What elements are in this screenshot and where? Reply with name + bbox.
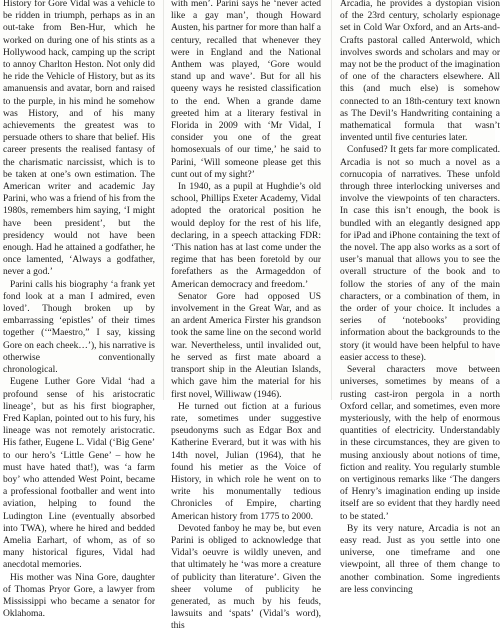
paragraph: By its very nature, Arcadia is not an easy read. Just as you settle into one universe, one timeframe and one viewpoint, all three of them change to another combination. Some ingredients are less convincing <box>340 523 500 595</box>
column-gutter <box>163 0 164 400</box>
paragraph: In 1940, as a pupil at Hughdie’s old school, Phillips Exeter Academy, Vidal adopted the oratorical position he would deploy for the rest of his life, declaring, in a speech attacking FDR: ‘This nation has at last come under the regime that has been foretold by our forefathers as the Armageddon of American democracy and freedom.’ <box>171 182 321 290</box>
text-column-2 <box>171 0 321 633</box>
paragraph: Arcadia, he provides a dystopian vision of the 23rd century, scholarly espionage set in Cold War Oxford, and an Arts-and-Crafts pastoral called Anterwold, which involves swords and scholars and may or may not be the product of the imagination of one of the characters elsewhere. All this (and much else) is somehow connected to an 18th-century text known as The Devil’s Handwriting containing a mathematical formula that wasn’t invented until five centuries later. <box>340 0 500 144</box>
paragraph: Eugene Luther Gore Vidal ‘had a profound sense of his aristocratic lineage’, but as his first biographer, Fred Kaplan, pointed out to his fury, his lineage was not remotely aristocratic. His father, Eugene L. Vidal (‘Big Gene’ to our hero’s ‘Little Gene’ – how he must have hated that!), was ‘a farm boy’ who attended West Point, became a professional footballer and went into aviation, helping to found the Ludington Line (eventually absorbed into TWA), where he hired and bedded Amelia Earhart, of whom, as of so many historical figures, Vidal had anecdotal memories. <box>3 377 155 571</box>
text-column-1 <box>3 0 155 620</box>
paragraph: History for Gore Vidal was a vehicle to be ridden in triumph, perhaps as in an out-take from Ben-Hur, which he worked on during one of his stints as a Hollywood hack, camping up the script to annoy Charlton Heston. Not only did he ride the Vehicle of History, but as its amanuensis and avatar, born and raised to the purple, in his mind he somehow was History, and of his many achievements the greatest was to persuade others to share that belief. His career presents the realised fantasy of the charismatic narcissist, which is to be taken at one’s own estimation. The American writer and academic Jay Parini, who was a friend of his from the 1980s, remembers him saying, ‘I might have been president’, but the presidency would not have been enough. Had he attained a godfather, he once lamented, ‘Always a godfather, never a god.’ <box>3 0 155 278</box>
column-gutter <box>331 0 332 400</box>
paragraph: Confused? It gets far more complicated. Arcadia is not so much a novel as a cornucopia of narratives. These unfold through three interlocking universes and involve the viewpoints of ten characters. In case this isn’t enough, the book is bundled with an elegantly designed app for iPad and iPhone containing the text of the novel. The app also works as a sort of user’s manual that allows you to see the overall structure of the book and to follow the stories of any of the main characters, or a combination of them, in the order of your choice. It includes a series of ‘notebooks’ providing information about the backgrounds to the story (it would have been helpful to have easier access to these). <box>340 145 500 363</box>
paragraph: Parini calls his biography ‘a frank yet fond look at a man I admired, even loved’. Though broken up by embarrassing ‘epistles’ of their times together (‘“Maestro,” I say, kissing Gore on each cheek…’), his narrative is otherwise conventionally chronological. <box>3 279 155 376</box>
paragraph: with men’. Parini says he ‘never acted like a gay man’, though Howard Austen, his partner for more than half a century, recalled that whenever they were in England and the National Anthem was played, ‘Gore would stand up and wave’. But for all his queeny ways he resisted classification to the end. When a grande dame greeted him at a literary festival in Florida in 2009 with ‘Mr Vidal, I consider you one of the great homosexuals of our time,’ he said to Parini, ‘Will someone please get this cunt out of my sight?’ <box>171 0 321 180</box>
paragraph: His mother was Nina Gore, daughter of Thomas Pryor Gore, a lawyer from Mississippi who became a senator for Oklahoma. <box>3 572 155 620</box>
paragraph: He turned out fiction at a furious rate, sometimes under suggestive pseudonyms such as Edgar Box and Katherine Everard, but it was with his 14th novel, Julian (1964), that he found his metier as the Voice of History, in which role he went on to write his monumentally tedious Chronicles of Empire, charting American history from 1775 to 2000. <box>171 401 321 522</box>
paragraph: Senator Gore had opposed US involvement in the Great War, and as an ardent America Firster his grandson took the same line on the second world war. Nevertheless, until invalided out, he served as first mate aboard a transport ship in the Aleutian Islands, which gave him the material for his first novel, Williwaw (1946). <box>171 291 321 400</box>
paragraph: Several characters move between universes, sometimes by means of a rusting cast-iron pergola in a north Oxford cellar, and sometimes, even more mysteriously, with the help of enormous quantities of electricity. Understandably in these circumstances, they are given to musing anxiously about notions of time, fiction and reality. You regularly stumble on vertiginous remarks like ‘The dangers of Henry’s imagination ending up inside itself are so evident that they hardly need to be stated.’ <box>340 365 500 522</box>
text-column-3 <box>340 0 500 596</box>
paragraph: Devoted fanboy he may be, but even Parini is obliged to acknowledge that Vidal’s oeuvre is wildly uneven, and that ultimately he ‘was more a creature of publicity than literature’. Given the sheer volume of publicity he generated, as much by his feuds, lawsuits and ‘spats’ (Vidal’s word), this <box>171 523 321 632</box>
